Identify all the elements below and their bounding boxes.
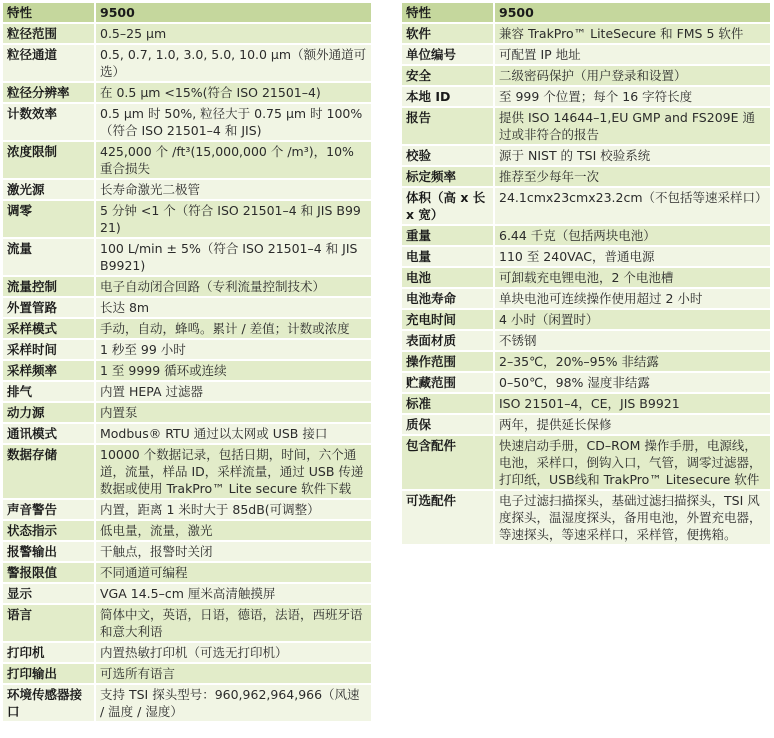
spec-value: Modbus® RTU 通过以太网或 USB 接口 [96, 424, 371, 445]
spec-key: 单位编号 [402, 45, 495, 66]
spec-key: 打印输出 [3, 664, 96, 685]
spec-value: 内置 HEPA 过滤器 [96, 382, 371, 403]
spec-value: 手动，自动，蜂鸣。累计 / 差值；计数或浓度 [96, 319, 371, 340]
spec-key: 数据存储 [3, 445, 96, 500]
spec-value: 内置，距离 1 米时大于 85dB(可调整） [96, 500, 371, 521]
spec-key: 粒径范围 [3, 24, 96, 45]
spec-row [402, 188, 770, 226]
spec-value: 不锈钢 [495, 331, 770, 352]
spec-header-key: 特性 [3, 3, 96, 24]
spec-key: 排气 [3, 382, 96, 403]
spec-key: 报告 [402, 108, 495, 146]
spec-key: 安全 [402, 66, 495, 87]
spec-value: 推荐至少每年一次 [495, 167, 770, 188]
spec-key: 计数效率 [3, 104, 96, 142]
spec-key: 软件 [402, 24, 495, 45]
spec-value: 两年，提供延长保修 [495, 415, 770, 436]
spec-key: 重量 [402, 226, 495, 247]
spec-value: 源于 NIST 的 TSI 校验系统 [495, 146, 770, 167]
spec-row [3, 340, 371, 361]
spec-key: 电池 [402, 268, 495, 289]
spec-value: 简体中文，英语，日语，德语，法语，西班牙语和意大利语 [96, 605, 371, 643]
spec-row [3, 142, 371, 180]
spec-row [3, 382, 371, 403]
spec-key: 贮藏范围 [402, 373, 495, 394]
spec-row [3, 298, 371, 319]
spec-row [3, 24, 371, 45]
spec-row [402, 226, 770, 247]
spec-value: 可选所有语言 [96, 664, 371, 685]
spec-key: 粒径分辨率 [3, 83, 96, 104]
spec-value: VGA 14.5–cm 厘米高清触摸屏 [96, 584, 371, 605]
spec-key: 标定频率 [402, 167, 495, 188]
spec-header-value: 9500 [96, 3, 371, 24]
spec-key: 显示 [3, 584, 96, 605]
spec-value: 长达 8m [96, 298, 371, 319]
spec-row [402, 268, 770, 289]
spec-value: 10000 个数据记录，包括日期，时间，六个通道，流量，样品 ID，采样流量，通过 USB 传递数据或使用 TrakPro™ Lite secure 软件下载 [96, 445, 371, 500]
spec-key: 流量控制 [3, 277, 96, 298]
spec-row [3, 563, 371, 584]
spec-key: 电量 [402, 247, 495, 268]
spec-key: 体积（高 x 长 x 宽） [402, 188, 495, 226]
spec-key: 调零 [3, 201, 96, 239]
spec-row [402, 87, 770, 108]
spec-value: 快速启动手册，CD–ROM 操作手册，电源线，电池，采样口，倒钩入口，气管，调零过滤器，打印纸，USB线和 TrakPro™ Litesecure 软件 [495, 436, 770, 491]
spec-key: 表面材质 [402, 331, 495, 352]
spec-value: 低电量，流量，激光 [96, 521, 371, 542]
spec-value: 至 999 个位置；每个 16 字符长度 [495, 87, 770, 108]
spec-row [402, 24, 770, 45]
spec-key: 采样频率 [3, 361, 96, 382]
spec-row [3, 83, 371, 104]
spec-key: 打印机 [3, 643, 96, 664]
spec-row [3, 45, 371, 83]
spec-key: 环境传感器接口 [3, 685, 96, 723]
spec-value: 1 至 9999 循环或连续 [96, 361, 371, 382]
spec-table-right [402, 3, 770, 546]
spec-value: 24.1cmx23cmx23.2cm（不包括等速采样口） [495, 188, 770, 226]
spec-row [402, 167, 770, 188]
spec-value: 二级密码保护（用户登录和设置） [495, 66, 770, 87]
spec-value: 干触点，报警时关闭 [96, 542, 371, 563]
spec-value: ISO 21501–4，CE，JIS B9921 [495, 394, 770, 415]
spec-row [402, 331, 770, 352]
spec-value: 2–35℃，20%–95% 非结露 [495, 352, 770, 373]
spec-key: 充电时间 [402, 310, 495, 331]
spec-row [402, 491, 770, 546]
spec-row [402, 66, 770, 87]
spec-key: 声音警告 [3, 500, 96, 521]
spec-key: 标准 [402, 394, 495, 415]
spec-key: 浓度限制 [3, 142, 96, 180]
spec-row [3, 445, 371, 500]
spec-value: 0–50℃，98% 湿度非结露 [495, 373, 770, 394]
spec-row [402, 45, 770, 66]
spec-row [3, 361, 371, 382]
spec-key: 状态指示 [3, 521, 96, 542]
spec-row [3, 403, 371, 424]
spec-key: 通讯模式 [3, 424, 96, 445]
spec-key: 动力源 [3, 403, 96, 424]
spec-row [3, 319, 371, 340]
spec-key: 激光源 [3, 180, 96, 201]
spec-row [3, 500, 371, 521]
spec-value: 提供 ISO 14644–1,EU GMP and FS209E 通过或非符合的报告 [495, 108, 770, 146]
spec-value: 内置泵 [96, 403, 371, 424]
spec-value: 可卸载充电锂电池，2 个电池槽 [495, 268, 770, 289]
spec-value: 不同通道可编程 [96, 563, 371, 584]
spec-key: 报警输出 [3, 542, 96, 563]
spec-key: 操作范围 [402, 352, 495, 373]
spec-key: 采样时间 [3, 340, 96, 361]
spec-value: 长寿命激光二极管 [96, 180, 371, 201]
spec-row [402, 373, 770, 394]
spec-key: 可选配件 [402, 491, 495, 546]
spec-key: 电池寿命 [402, 289, 495, 310]
spec-row [402, 289, 770, 310]
spec-header-value: 9500 [495, 3, 770, 24]
spec-key: 校验 [402, 146, 495, 167]
spec-value: 支持 TSI 探头型号：960,962,964,966（风速 / 温度 / 湿度） [96, 685, 371, 723]
spec-row [402, 310, 770, 331]
spec-header-row [3, 3, 371, 24]
spec-value: 电子自动闭合回路（专利流量控制技术） [96, 277, 371, 298]
spec-row [3, 643, 371, 664]
spec-header-row [402, 3, 770, 24]
spec-row [402, 394, 770, 415]
spec-row [3, 685, 371, 723]
spec-value: 单块电池可连续操作使用超过 2 小时 [495, 289, 770, 310]
spec-row [3, 424, 371, 445]
spec-value: 0.5, 0.7, 1.0, 3.0, 5.0, 10.0 μm（额外通道可选） [96, 45, 371, 83]
spec-table-left [3, 3, 371, 723]
spec-row [3, 180, 371, 201]
spec-row [402, 108, 770, 146]
spec-row [402, 146, 770, 167]
spec-value: 110 至 240VAC，普通电源 [495, 247, 770, 268]
spec-value: 0.5–25 μm [96, 24, 371, 45]
spec-row [3, 201, 371, 239]
spec-value: 兼容 TrakPro™ LiteSecure 和 FMS 5 软件 [495, 24, 770, 45]
spec-key: 语言 [3, 605, 96, 643]
spec-key: 包含配件 [402, 436, 495, 491]
spec-value: 100 L/min ± 5%（符合 ISO 21501–4 和 JIS B9921) [96, 239, 371, 277]
spec-value: 内置热敏打印机（可选无打印机） [96, 643, 371, 664]
spec-key: 质保 [402, 415, 495, 436]
spec-key: 外置管路 [3, 298, 96, 319]
spec-row [3, 104, 371, 142]
spec-row [3, 664, 371, 685]
spec-value: 6.44 千克（包括两块电池） [495, 226, 770, 247]
spec-value: 425,000 个 /ft³(15,000,000 个 /m³)，10% 重合损失 [96, 142, 371, 180]
spec-header-key: 特性 [402, 3, 495, 24]
spec-key: 流量 [3, 239, 96, 277]
spec-key: 采样模式 [3, 319, 96, 340]
spec-value: 0.5 μm 时 50%, 粒径大于 0.75 μm 时 100%（符合 ISO 21501–4 和 JIS) [96, 104, 371, 142]
spec-row [402, 352, 770, 373]
spec-key: 粒径通道 [3, 45, 96, 83]
spec-row [3, 277, 371, 298]
spec-value: 1 秒至 99 小时 [96, 340, 371, 361]
spec-value: 5 分钟 <1 个（符合 ISO 21501–4 和 JIS B9921) [96, 201, 371, 239]
spec-key: 本地 ID [402, 87, 495, 108]
spec-row [3, 521, 371, 542]
spec-key: 警报限值 [3, 563, 96, 584]
spec-value: 4 小时（闲置时） [495, 310, 770, 331]
spec-row [3, 605, 371, 643]
spec-row [402, 436, 770, 491]
spec-row [3, 542, 371, 563]
spec-value: 电子过滤扫描探头，基础过滤扫描探头，TSI 风度探头，温湿度探头，备用电池，外置充电器，等速探头，等速采样口，采样管，便携箱。 [495, 491, 770, 546]
spec-row [402, 247, 770, 268]
spec-value: 可配置 IP 地址 [495, 45, 770, 66]
spec-value: 在 0.5 μm <15%(符合 ISO 21501–4) [96, 83, 371, 104]
spec-row [3, 584, 371, 605]
spec-row [402, 415, 770, 436]
spec-row [3, 239, 371, 277]
